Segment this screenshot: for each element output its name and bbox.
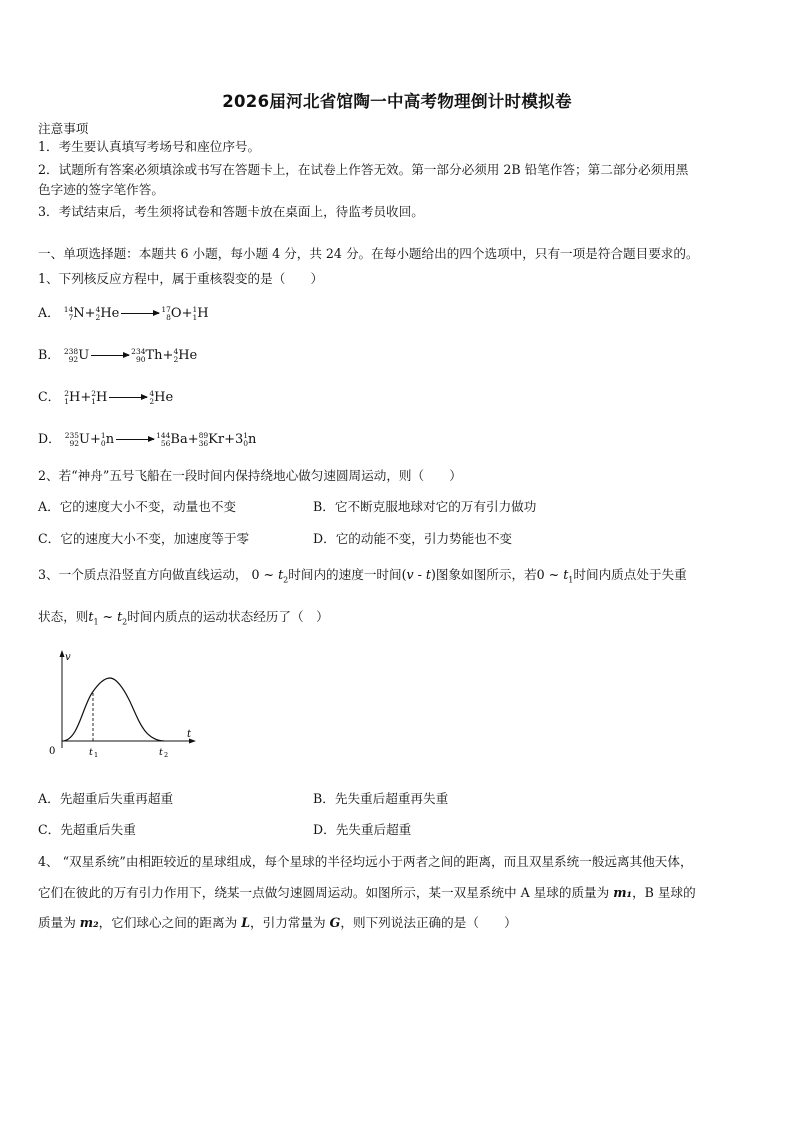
origin-label: 0 bbox=[49, 746, 56, 757]
velocity-curve bbox=[62, 678, 164, 741]
t2-label: t bbox=[159, 747, 163, 758]
q2-stem: 2、若“神舟”五号飞船在一段时间内保持绕地心做匀速圆周运动，则（ ） bbox=[38, 468, 462, 483]
section-heading: 一、单项选择题：本题共 6 小题，每小题 4 分，共 24 分。在每小题给出的四个选项中，只有一项是符合题目要求的。 bbox=[38, 246, 699, 261]
q1-option-a: A． 14 7 N+ 4 2 He 17 8 O+ 1 1 H bbox=[38, 304, 209, 322]
q1-option-b: B． 238 92 U 234 90 Th+ 4 2 He bbox=[38, 346, 198, 364]
q1-option-b-label: B． bbox=[38, 347, 60, 362]
q3-option-c: C．先超重后失重 bbox=[38, 822, 136, 837]
distance-L: L bbox=[241, 915, 251, 930]
q3-option-a: A．先超重后失重再超重 bbox=[38, 791, 174, 806]
notice-item-1: 1．考生要认真填写考场号和座位序号。 bbox=[38, 139, 261, 154]
page-title: 2026届河北省馆陶一中高考物理倒计时模拟卷 bbox=[222, 92, 572, 111]
gravity-G: G bbox=[329, 915, 341, 930]
q3-option-b: B．先失重后超重再失重 bbox=[313, 791, 449, 806]
q1-option-c: C． 2 1 H+ 2 1 H 4 2 He bbox=[38, 388, 174, 406]
vt-graph bbox=[42, 648, 202, 760]
t-label: t bbox=[187, 729, 192, 740]
q2-option-d: D．它的动能不变，引力势能也不变 bbox=[313, 531, 513, 546]
svg-text:1: 1 bbox=[94, 751, 99, 759]
q1-stem: 1、下列核反应方程中，属于重核裂变的是（ ） bbox=[38, 271, 324, 286]
v-axis-arrow bbox=[60, 650, 65, 657]
q4-line3: 质量为 m₂，它们球心之间的距离为 L，引力常量为 G，则下列说法正确的是（ ） bbox=[38, 915, 517, 930]
svg-text:2: 2 bbox=[164, 751, 169, 759]
q2-option-b: B．它不断克服地球对它的万有引力做功 bbox=[313, 499, 537, 514]
arrow-icon bbox=[91, 355, 129, 356]
notice-item-2-cont: 色字迹的签字笔作答。 bbox=[38, 182, 164, 197]
t1-label: t bbox=[89, 747, 93, 758]
q3-option-d: D．先失重后超重 bbox=[313, 822, 412, 837]
q1-option-a-label: A． bbox=[38, 305, 60, 320]
q2-option-a: A．它的速度大小不变，动量也不变 bbox=[38, 499, 237, 514]
mass-m2: m₂ bbox=[79, 915, 99, 930]
math-0-t1: 0 ~ $t_1$ bbox=[536, 567, 574, 585]
arrow-icon bbox=[121, 313, 159, 314]
notice-item-3: 3．考试结束后，考生须将试卷和答题卡放在桌面上，待监考员收回。 bbox=[38, 204, 424, 219]
v-label: v bbox=[65, 652, 71, 663]
mass-m1: m₁ bbox=[613, 885, 633, 900]
q3-stem-line1: 3、一个质点沿竖直方向做直线运动， 0 ~ $t_2$时间内的速度一时间(v - t)图象如图所示，若0 ~ $t_1$时间内质点处于失重 bbox=[38, 567, 687, 585]
q1-option-d: D． 235 92 U+ 1 0 n 144 56 Ba+ 89 36 Kr+3 1 0 n bbox=[38, 430, 257, 448]
q4-line1: 4、 “双星系统”由相距较近的星球组成，每个星球的半径均远小于两者之间的距离，而且双星系统一般远离其他天体， bbox=[38, 854, 693, 869]
notice-item-2: 2．试题所有答案必须填涂或书写在答题卡上，在试卷上作答无效。第一部分必须用 2B 铅笔作答；第二部分必须用黑 bbox=[38, 162, 689, 177]
q3-stem-line2: 状态，则$t_1$ ~ $t_2$时间内质点的运动状态经历了（ ） bbox=[38, 609, 329, 627]
q2-option-c: C．它的速度大小不变，加速度等于零 bbox=[38, 531, 250, 546]
arrow-icon bbox=[116, 439, 154, 440]
arrow-icon bbox=[109, 397, 147, 398]
q1-option-d-label: D． bbox=[38, 431, 61, 446]
notice-heading: 注意事项 bbox=[38, 121, 89, 136]
math-0-t2: 0 ~ $t_2$ bbox=[251, 567, 289, 585]
q1-option-c-label: C． bbox=[38, 389, 61, 404]
math-t1-t2: $t_1$ ~ $t_2$ bbox=[88, 609, 128, 627]
q4-line2: 它们在彼此的万有引力作用下，绕某一点做匀速圆周运动。如图所示，某一双星系统中 A 星球的质量为 m₁，B 星球的 bbox=[38, 885, 696, 900]
